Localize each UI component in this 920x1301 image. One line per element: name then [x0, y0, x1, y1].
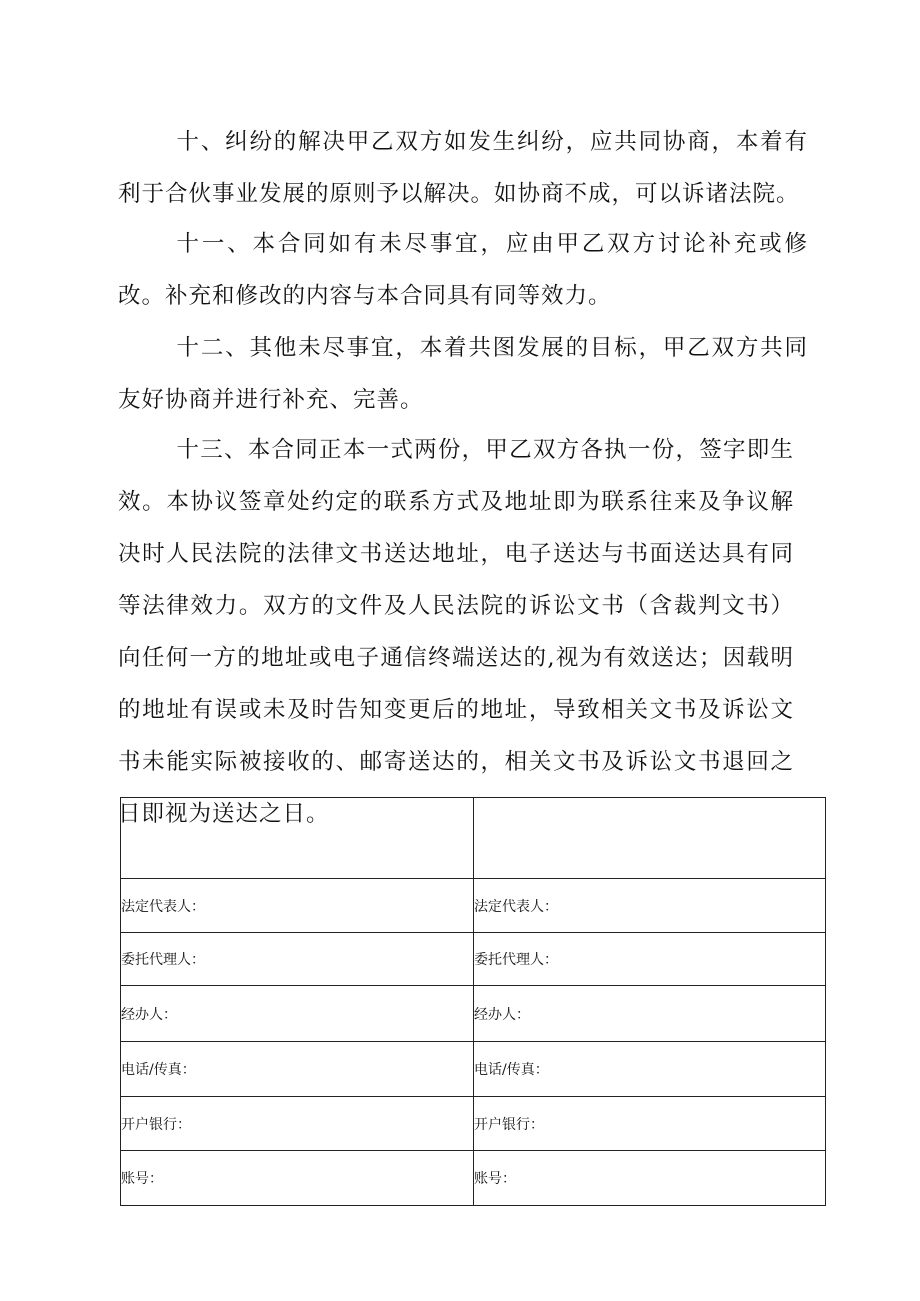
- party-b-legal-rep: 法定代表人：: [474, 879, 826, 933]
- party-b-agent: 委托代理人：: [474, 933, 826, 986]
- party-b-seal-cell: [474, 798, 826, 879]
- table-row: [121, 1042, 826, 1097]
- party-a-legal-rep: 法定代表人：: [121, 879, 474, 933]
- clause-11: 十一、本合同如有未尽事宜，应由甲乙双方讨论补充或修改。补充和修改的内容与本合同具有同等效力。: [118, 231, 808, 309]
- clause-12: 十二、其他未尽事宜，本着共图发展的目标，甲乙双方共同友好协商并进行补充、完善。: [118, 335, 808, 413]
- clause-10: 十、纠纷的解决甲乙双方如发生纠纷，应共同协商，本着有利于合伙事业发展的原则予以解决。如协商不成，可以诉诸法院。: [118, 129, 808, 207]
- signature-table: [120, 797, 826, 1206]
- table-row: [121, 933, 826, 986]
- table-row: [121, 879, 826, 933]
- party-a-account: 账号：: [121, 1151, 474, 1206]
- party-a-phone-fax: 电话/传真：: [121, 1042, 474, 1097]
- party-b-bank: 开户银行：: [474, 1097, 826, 1151]
- party-b-account: 账号：: [474, 1151, 826, 1206]
- seal-row: [121, 798, 826, 879]
- party-b-phone-fax: 电话/传真：: [474, 1042, 826, 1097]
- party-a-agent: 委托代理人：: [121, 933, 474, 986]
- party-b-handler: 经办人：: [474, 986, 826, 1042]
- clause-13: 十三、本合同正本一式两份，甲乙双方各执一份，签字即生效。本协议签章处约定的联系方式及地址即为联系往来及争议解决时人民法院的法律文书送达地址，电子送达与书面送达具有同等法律效力。双方的文件及人民法院的诉讼文书（含裁判文书）向任何一方的地址或电子通信终端送达的,视为有效送达；因载明的地址有误或未及时告知变更后的地址，导致相关文书及诉讼文书未能实际被接收的、邮寄送达的，相关文书及诉讼文书退回之日即视为送达之日。: [118, 437, 794, 827]
- table-row: [121, 1151, 826, 1206]
- party-a-bank: 开户银行：: [121, 1097, 474, 1151]
- party-a-seal-cell: [121, 798, 474, 879]
- party-a-handler: 经办人：: [121, 986, 474, 1042]
- table-row: [121, 1097, 826, 1151]
- table-row: [121, 986, 826, 1042]
